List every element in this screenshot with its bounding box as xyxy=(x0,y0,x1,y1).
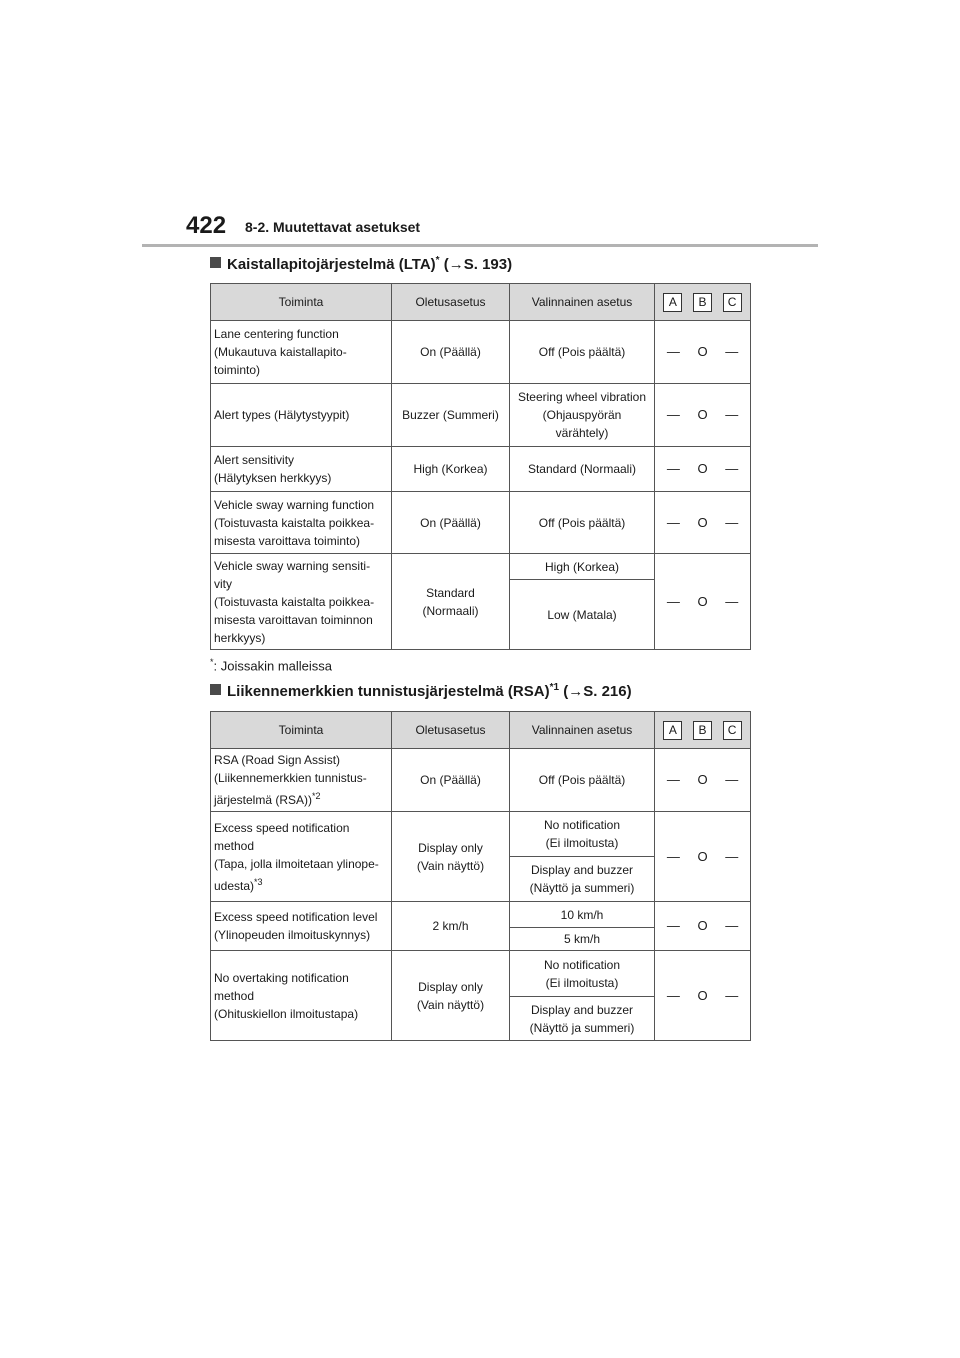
abc-box-b: B xyxy=(693,293,712,312)
square-bullet-icon xyxy=(210,684,221,695)
function-cell: RSA (Road Sign Assist) (Liikennemerkkien tunnistus- järjestelmä (RSA))$^{*2}$ xyxy=(211,749,392,812)
abc-cell: — O — xyxy=(655,384,751,447)
table-header-row xyxy=(211,712,751,749)
page-number: 422 xyxy=(186,212,227,239)
default-cell: Display only (Vain näyttö) xyxy=(392,951,510,1041)
abc-box-c: C xyxy=(723,721,742,740)
option-cell: Display and buzzer (Näyttö ja summeri) xyxy=(510,857,655,902)
abc-cell: — O — xyxy=(655,749,751,812)
abc-cell: — O — xyxy=(655,321,751,384)
abc-box-a: A xyxy=(663,293,682,312)
table-row xyxy=(211,321,751,384)
abc-box-b: B xyxy=(693,721,712,740)
option-cell: Steering wheel vibration (Ohjauspyörän värähtely) xyxy=(510,384,655,447)
option-cell: No notification (Ei ilmoitusta) xyxy=(510,812,655,857)
option-cell: Off (Pois päältä) xyxy=(510,492,655,554)
abc-cell: — O — xyxy=(655,902,751,951)
function-cell: Excess speed notification level (Ylinopeuden ilmoituskynnys) xyxy=(211,902,392,951)
option-cell: Off (Pois päältä) xyxy=(510,321,655,384)
option-cell: Off (Pois päältä) xyxy=(510,749,655,812)
abc-box-a: A xyxy=(663,721,682,740)
lta-heading-ref: (→S. 193) xyxy=(443,256,513,273)
function-cell: Vehicle sway warning function (Toistuvasta kaistalta poikkea- misesta varoittava toiminto) xyxy=(211,492,392,554)
footnote: *: Joissakin malleissa xyxy=(210,657,333,674)
abc-cell: — O — xyxy=(655,812,751,902)
table-row xyxy=(211,554,751,580)
col-header-abc xyxy=(655,284,751,321)
default-cell: On (Päällä) xyxy=(392,321,510,384)
section-title: 8-2. Muutettavat asetukset xyxy=(245,219,421,235)
option-cell: 5 km/h xyxy=(510,928,655,951)
rsa-heading-sup: *1 xyxy=(549,682,560,693)
option-cell: No notification (Ei ilmoitusta) xyxy=(510,951,655,997)
rsa-heading xyxy=(210,682,632,700)
table-header-row xyxy=(211,284,751,321)
default-cell: On (Päällä) xyxy=(392,749,510,812)
option-cell: Standard (Normaali) xyxy=(510,447,655,492)
table-row xyxy=(211,951,751,997)
option-cell: Low (Matala) xyxy=(510,580,655,650)
table-row xyxy=(211,902,751,928)
default-cell: Display only (Vain näyttö) xyxy=(392,812,510,902)
col-header-function: Toiminta xyxy=(211,712,392,749)
col-header-default: Oletusasetus xyxy=(392,712,510,749)
function-cell: Excess speed notification method (Tapa, jolla ilmoitetaan ylinope- udesta)$^{*3}$ xyxy=(211,812,392,902)
table-row xyxy=(211,384,751,447)
header-divider xyxy=(142,244,818,247)
option-cell: High (Korkea) xyxy=(510,554,655,580)
abc-cell: — O — xyxy=(655,447,751,492)
rsa-heading-ref: (→S. 216) xyxy=(563,683,632,700)
table-row xyxy=(211,749,751,812)
lta-settings-table xyxy=(210,283,751,650)
function-cell: No overtaking notification method (Ohituskiellon ilmoitustapa) xyxy=(211,951,392,1041)
default-cell: High (Korkea) xyxy=(392,447,510,492)
default-cell: 2 km/h xyxy=(392,902,510,951)
abc-cell: — O — xyxy=(655,951,751,1041)
col-header-option: Valinnainen asetus xyxy=(510,284,655,321)
col-header-default: Oletusasetus xyxy=(392,284,510,321)
rsa-settings-table xyxy=(210,711,751,1041)
default-cell: Buzzer (Summeri) xyxy=(392,384,510,447)
col-header-option: Valinnainen asetus xyxy=(510,712,655,749)
function-cell: Alert types (Hälytystyypit) xyxy=(211,384,392,447)
abc-cell: — O — xyxy=(655,492,751,554)
abc-cell: — O — xyxy=(655,554,751,650)
lta-heading xyxy=(210,255,512,273)
option-cell: 10 km/h xyxy=(510,902,655,928)
table-row xyxy=(211,447,751,492)
lta-heading-title: Kaistallapitojärjestelmä (LTA) xyxy=(227,256,436,273)
col-header-function: Toiminta xyxy=(211,284,392,321)
table-row xyxy=(211,492,751,554)
function-cell: Alert sensitivity (Hälytyksen herkkyys) xyxy=(211,447,392,492)
square-bullet-icon xyxy=(210,257,221,268)
abc-box-c: C xyxy=(723,293,742,312)
col-header-abc xyxy=(655,712,751,749)
default-cell: On (Päällä) xyxy=(392,492,510,554)
table-row xyxy=(211,812,751,857)
option-cell: Display and buzzer (Näyttö ja summeri) xyxy=(510,997,655,1041)
default-cell: Standard (Normaali) xyxy=(392,554,510,650)
rsa-heading-title: Liikennemerkkien tunnistusjärjestelmä (RSA) xyxy=(227,683,550,700)
lta-heading-sup: * xyxy=(435,255,440,266)
function-cell: Vehicle sway warning sensiti- vity (Toistuvasta kaistalta poikkea- misesta varoittavan toiminnon herkkyys) xyxy=(211,554,392,650)
function-cell: Lane centering function (Mukautuva kaistallapito- toiminto) xyxy=(211,321,392,384)
